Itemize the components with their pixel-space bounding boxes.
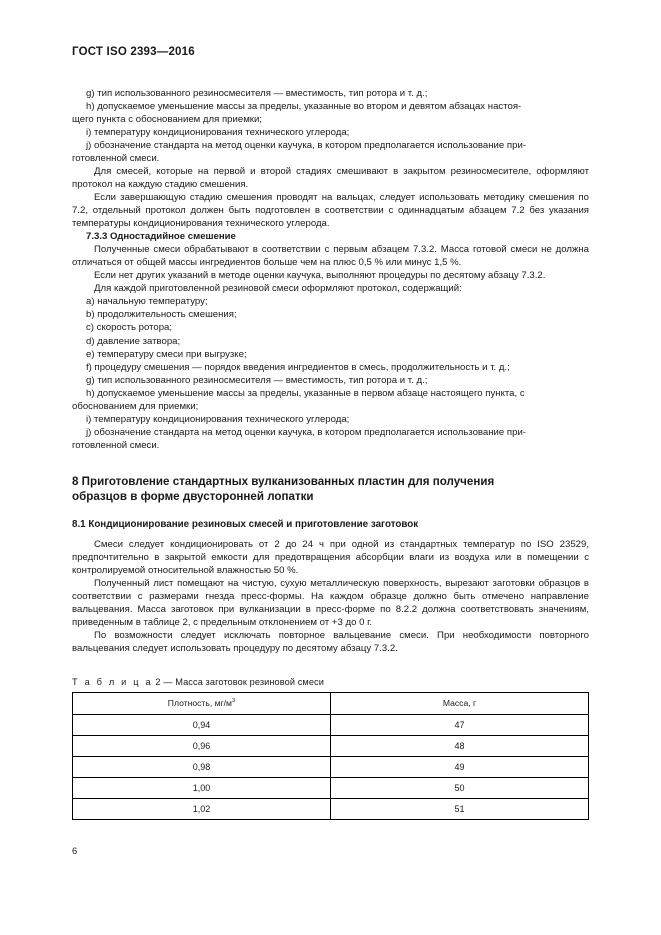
paragraph: Полученные смеси обрабатывают в соответствии с первым абзацем 7.3.2. Масса готовой смеси не должна отличаться от общей массы ингредиентов больше чем на плюс 0,5 % или минус 1,5 %. bbox=[72, 244, 589, 269]
list-item: a) начальную температуру; bbox=[86, 296, 208, 308]
paragraph: Смеси следует кондиционировать от 2 до 24 ч при одной из стандартных температур по ISO 23529, предпочтительно в закрытой емкости для предотвращения абсорбции влаги из воздуха или в помещении с контролируемой относительной влажностью 50 %. bbox=[72, 538, 589, 577]
table-row bbox=[73, 778, 589, 799]
table-caption bbox=[72, 677, 589, 687]
table-caption-number: 2 bbox=[155, 677, 161, 688]
column-header-density-superscript: 3 bbox=[231, 698, 236, 705]
page-number: 6 bbox=[72, 845, 78, 856]
paragraph: Для смесей, которые на первой и второй стадиях смешивают в закрытом резиносмесителе, оформляют протокол на каждую стадию смешения. bbox=[72, 165, 589, 190]
list-item: i) температуру кондиционирования технического углерода; bbox=[86, 413, 350, 425]
spacer bbox=[72, 655, 589, 677]
list-item-continuation: щего пункта с обоснованием для приемки; bbox=[72, 113, 263, 125]
table-caption-title: — Масса заготовок резиновой смеси bbox=[163, 677, 324, 688]
cell-density: 0,98 bbox=[73, 757, 331, 778]
table-row bbox=[73, 757, 589, 778]
spacer bbox=[72, 531, 589, 538]
cell-density: 1,00 bbox=[73, 778, 331, 799]
list-item-continuation: готовленной смеси. bbox=[72, 439, 160, 451]
section-8-heading-line-2: образцов в форме двусторонней лопатки bbox=[72, 490, 314, 504]
section-8-1-heading: 8.1 Кондиционирование резиновых смесей и приготовление заготовок bbox=[72, 518, 419, 530]
paragraph: По возможности следует исключать повторное вальцевание смеси. При необходимости повторного вальцевания следует использовать процедуру по десятому абзацу 7.3.2. bbox=[72, 630, 589, 655]
cell-density: 1,02 bbox=[73, 799, 331, 820]
paragraph: Если завершающую стадию смешения проводят на вальцах, следует использовать методику смешения по 7.2, отдельный протокол должен быть подготовлен в соответствии с одиннадцатым абзацем 7.2 без указания температуры кондиционирования технического углерода. bbox=[72, 192, 589, 230]
list-item: f) процедуру смешения — порядок введения ингредиентов в смесь, продолжительность и т. д.; bbox=[86, 361, 510, 373]
column-header-density-text: Плотность, мг/м bbox=[167, 698, 232, 709]
document-header: ГОСТ ISO 2393—2016 bbox=[72, 46, 195, 58]
table-row bbox=[73, 736, 589, 757]
column-header-mass: Масса, г bbox=[331, 693, 589, 715]
list-item: g) тип использованного резиносмесителя — вместимость, тип ротора и т. д.; bbox=[86, 87, 428, 99]
cell-mass: 49 bbox=[331, 757, 589, 778]
list-item: b) продолжительность смешения; bbox=[86, 309, 237, 321]
list-item: j) обозначение стандарта на метод оценки каучука, в котором предполагается использование при- bbox=[86, 426, 526, 438]
list-item: d) давление затвора; bbox=[86, 335, 181, 347]
paragraph: Для каждой приготовленной резиновой смеси оформляют протокол, содержащий: bbox=[94, 283, 462, 295]
spacer bbox=[72, 452, 589, 474]
paragraph: Полученный лист помещают на чистую, сухую металлическую поверхность, вырезают заготовки образцов в соответствии с размерами гнезда пресс-формы. На каждом образце должно быть отмечено направление вальцевания. Масса заготовок при вулканизации в пресс-форме по 8.2.2 должна соответствовать значениям, приведенным в таблице 2, с предельным отклонением от +3 до 0 г. bbox=[72, 578, 589, 629]
cell-mass: 48 bbox=[331, 736, 589, 757]
list-item: e) температуру смеси при выгрузке; bbox=[86, 348, 247, 360]
list-item: c) скорость ротора; bbox=[86, 322, 173, 334]
cell-mass: 50 bbox=[331, 778, 589, 799]
list-item-continuation: готовленной смеси. bbox=[72, 152, 160, 164]
table-caption-label: Т а б л и ц а bbox=[72, 677, 153, 688]
table-row bbox=[73, 799, 589, 820]
list-item: g) тип использованного резиносмесителя — вместимость, тип ротора и т. д.; bbox=[86, 374, 428, 386]
table-header bbox=[73, 693, 589, 715]
cell-density: 0,96 bbox=[73, 736, 331, 757]
table-2 bbox=[72, 692, 589, 820]
cell-mass: 51 bbox=[331, 799, 589, 820]
page-content bbox=[72, 46, 589, 820]
table-row bbox=[73, 715, 589, 736]
list-item: i) температуру кондиционирования технического углерода; bbox=[86, 126, 350, 138]
column-header-density bbox=[73, 693, 331, 715]
section-8-heading-line-1: 8 Приготовление стандартных вулканизованных пластин для получения bbox=[72, 474, 495, 488]
paragraph: Если нет других указаний в методе оценки каучука, выполняют процедуры по десятому абзацу 7.3.2. bbox=[94, 270, 546, 282]
section-heading-7-3-3: 7.3.3 Одностадийное смешение bbox=[86, 231, 236, 243]
spacer bbox=[72, 505, 589, 518]
list-item: h) допускаемое уменьшение массы за пределы, указанные во втором и девятом абзацах настоя- bbox=[86, 100, 522, 112]
list-item: j) обозначение стандарта на метод оценки каучука, в котором предполагается использование при- bbox=[86, 139, 526, 151]
table-header-row bbox=[73, 693, 589, 715]
list-item-continuation: обоснованием для приемки; bbox=[72, 400, 199, 412]
cell-density: 0,94 bbox=[73, 715, 331, 736]
cell-mass: 47 bbox=[331, 715, 589, 736]
table-body bbox=[73, 715, 589, 820]
list-item: h) допускаемое уменьшение массы за пределы, указанные в первом абзаце настоящего пункта, с bbox=[86, 387, 525, 399]
